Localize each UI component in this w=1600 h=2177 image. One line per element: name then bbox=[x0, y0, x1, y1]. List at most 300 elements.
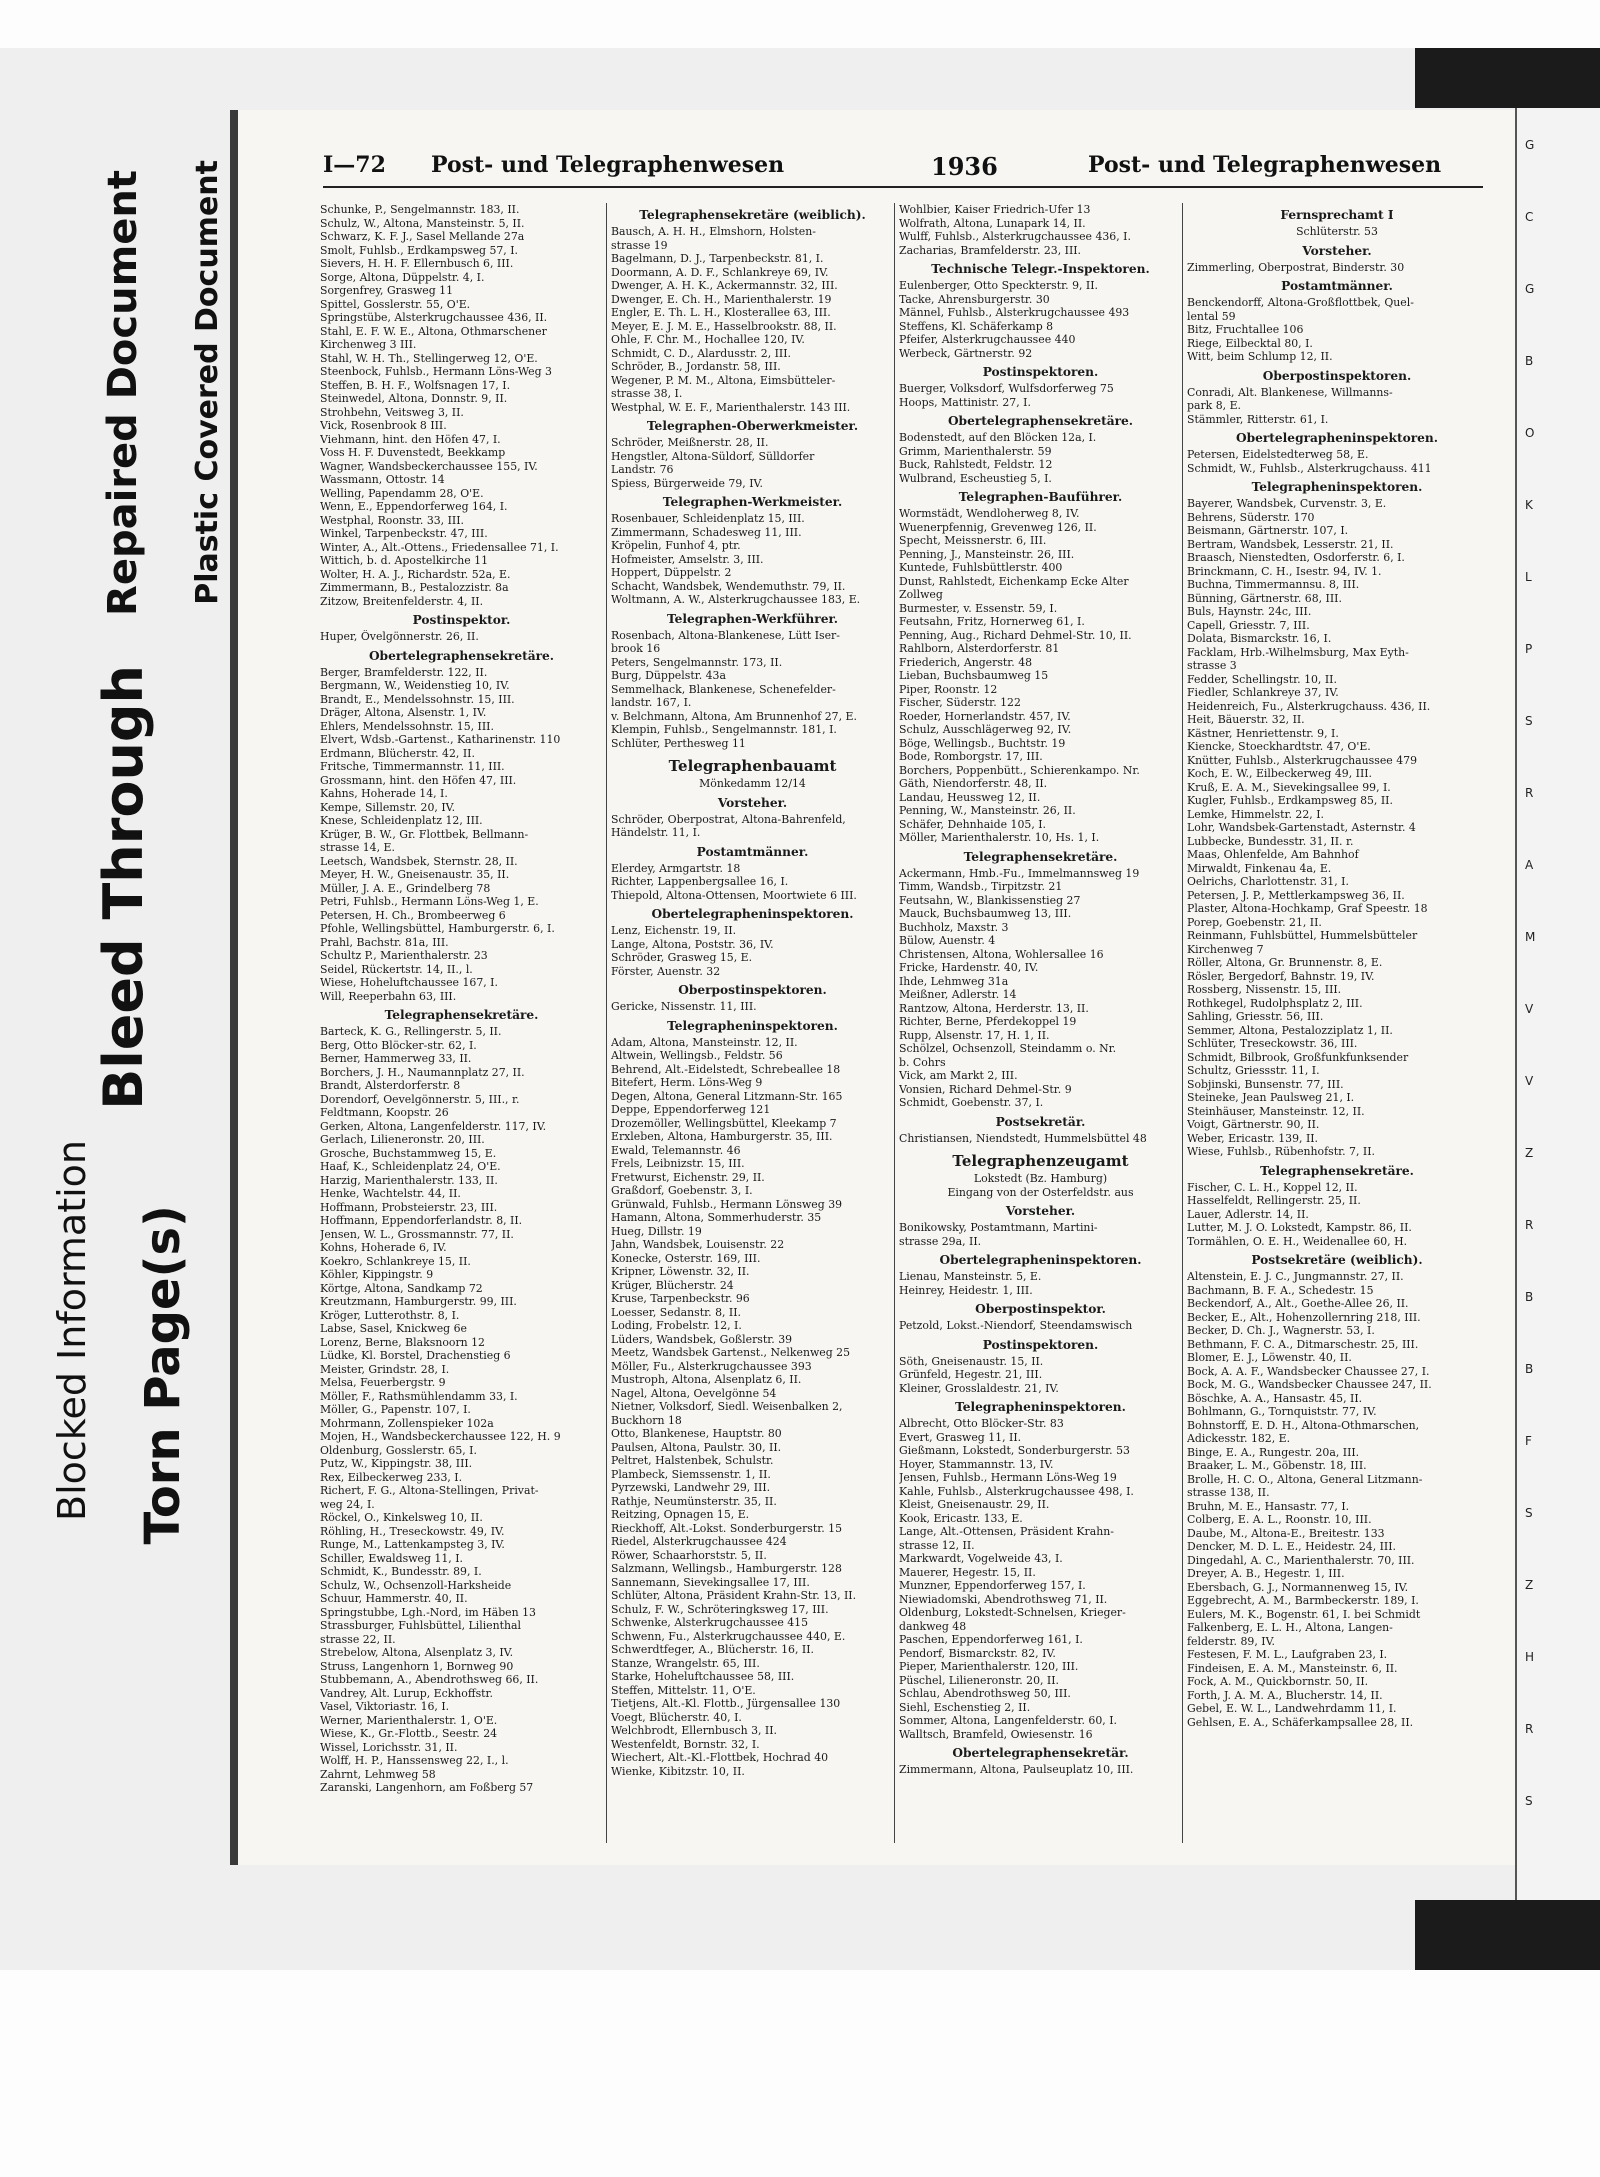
edge-fragment: M bbox=[1525, 930, 1536, 944]
directory-entry: Hueg, Dillstr. 19 bbox=[611, 1224, 702, 1238]
section-heading: Oberpostinspektor. bbox=[975, 1302, 1106, 1316]
directory-entry: Schwerdtfeger, A., Blücherstr. 16, II. bbox=[611, 1643, 814, 1656]
directory-entry: Steffen, B. H. F., Wolfsnagen 17, I. bbox=[320, 378, 511, 392]
directory-entry: Vasel, Viktoriastr. 16, I. bbox=[320, 1700, 450, 1713]
directory-entry: Schuur, Hammerstr. 40, II. bbox=[320, 1592, 468, 1605]
directory-entry: Gäth, Niendorferstr. 48, II. bbox=[899, 777, 1048, 790]
directory-entry: Facklam, Hrb.-Wilhelmsburg, Max Eyth- bbox=[1187, 645, 1409, 659]
directory-entry: Bausch, A. H. H., Elmshorn, Holsten- bbox=[611, 225, 816, 238]
directory-entry: Pfeifer, Alsterkrugchaussee 440 bbox=[899, 333, 1076, 346]
directory-page bbox=[230, 110, 1528, 1865]
directory-entry: Krüger, B. W., Gr. Flottbek, Bellmann- bbox=[320, 827, 529, 841]
directory-entry: Eulers, M. K., Bogenstr. 61, I. bei Schmidt bbox=[1187, 1607, 1421, 1621]
directory-entry: Stahl, E. F. W. E., Altona, Othmarschener bbox=[320, 324, 547, 338]
directory-entry: Grossmann, hint. den Höfen 47, III. bbox=[320, 773, 517, 787]
directory-entry: Buchholz, Maxstr. 3 bbox=[899, 920, 1009, 934]
section-heading: Postinspektoren. bbox=[982, 365, 1099, 379]
directory-entry: Rothkegel, Rudolphsplatz 2, III. bbox=[1187, 996, 1363, 1010]
directory-entry: Porep, Goebenstr. 21, II. bbox=[1187, 915, 1322, 929]
directory-entry: Vonsien, Richard Dehmel-Str. 9 bbox=[899, 1082, 1072, 1096]
directory-entry: Mauerer, Hegestr. 15, II. bbox=[899, 1565, 1036, 1579]
directory-entry: Bünning, Gärtnerstr. 68, III. bbox=[1187, 591, 1342, 605]
edge-fragment: L bbox=[1525, 570, 1532, 584]
directory-entry: Jahn, Wandsbek, Louisenstr. 22 bbox=[611, 1238, 785, 1251]
year: 1936 bbox=[931, 152, 998, 181]
directory-entry: Berg, Otto Blöcker-str. 62, I. bbox=[320, 1038, 477, 1052]
directory-entry: Kirchenweg 3 III. bbox=[320, 338, 417, 351]
directory-entry: Klempin, Fuhlsb., Sengelmannstr. 181, I. bbox=[611, 723, 837, 736]
section-heading: Telegraphensekretäre. bbox=[1260, 1163, 1414, 1178]
edge-fragment: P bbox=[1525, 642, 1533, 656]
directory-entry: Zahrnt, Lehmweg 58 bbox=[320, 1767, 436, 1781]
directory-entry: Gericke, Nissenstr. 11, III. bbox=[611, 1000, 757, 1013]
directory-entry: Tacke, Ahrensburgerstr. 30 bbox=[899, 292, 1050, 306]
directory-entry: Händelstr. 11, I. bbox=[611, 826, 701, 839]
directory-entry: Röller, Altona, Gr. Brunnenstr. 8, E. bbox=[1187, 956, 1383, 969]
directory-entry: Colberg, E. A. L., Roonstr. 10, III. bbox=[1187, 1513, 1372, 1526]
label-repaired-document: Repaired Document bbox=[100, 170, 146, 616]
directory-entry: Evert, Grasweg 11, II. bbox=[899, 1430, 1022, 1444]
directory-entry: Wolfrath, Altona, Lunapark 14, II. bbox=[899, 216, 1086, 230]
directory-entry: Schwarz, K. F. J., Sasel Mellande 27a bbox=[320, 230, 525, 243]
edge-fragment: B bbox=[1525, 1290, 1534, 1304]
directory-entry: Erdmann, Blücherstr. 42, II. bbox=[320, 746, 475, 760]
section-heading: Obertelegrapheninspektoren. bbox=[1235, 431, 1439, 445]
directory-entry: Munzner, Eppendorferweg 157, I. bbox=[899, 1579, 1086, 1592]
directory-entry: strasse 14, E. bbox=[320, 841, 395, 854]
directory-entry: Schlüter, Altona, Präsident Krahn-Str. 13, II. bbox=[611, 1589, 857, 1602]
adjacent-page-edge bbox=[1515, 108, 1600, 1900]
directory-entry: Borchers, Poppenbütt., Schierenkampo. Nr. bbox=[899, 763, 1140, 777]
directory-entry: Köhler, Kippingstr. 9 bbox=[320, 1268, 434, 1281]
directory-entry: Kreutzmann, Hamburgerstr. 99, III. bbox=[320, 1295, 517, 1308]
directory-entry: Winter, A., Alt.-Ottens., Friedensallee 71, I. bbox=[320, 540, 559, 554]
directory-entry: Niewiadomski, Abendrothsweg 71, II. bbox=[899, 1592, 1108, 1606]
edge-fragment: Z bbox=[1525, 1146, 1534, 1160]
section-heading: Telegraphen-Bauführer. bbox=[958, 490, 1123, 504]
directory-entry: Schmidt, Bilbrook, Großfunkfunksender bbox=[1187, 1050, 1409, 1064]
directory-entry: Daube, M., Altona-E., Breitestr. 133 bbox=[1187, 1526, 1385, 1540]
directory-entry: Meißner, Adlerstr. 14 bbox=[899, 988, 1017, 1001]
directory-entry: Behrens, Süderstr. 170 bbox=[1187, 510, 1315, 524]
directory-entry: Kempe, Sillemstr. 20, IV. bbox=[320, 800, 456, 814]
directory-entry: Harzig, Marienthalerstr. 133, II. bbox=[320, 1173, 498, 1187]
directory-entry: Paulsen, Altona, Paulstr. 30, II. bbox=[611, 1440, 782, 1454]
label-blocked-information: Blocked Information bbox=[50, 1140, 94, 1521]
directory-entry: Salzmann, Wellingsb., Hamburgerstr. 128 bbox=[611, 1562, 842, 1575]
directory-entry: lental 59 bbox=[1187, 309, 1236, 323]
directory-entry: strasse 12, II. bbox=[899, 1538, 975, 1552]
directory-entry: Schlüter, Treseckowstr. 36, III. bbox=[1187, 1037, 1358, 1050]
directory-entry: Richter, Lappenbergsallee 16, I. bbox=[611, 875, 789, 888]
directory-entry: Hoppert, Düppelstr. 2 bbox=[611, 566, 732, 579]
directory-entry: Tormählen, O. E. H., Weidenallee 60, H. bbox=[1187, 1234, 1408, 1248]
directory-entry: Loding, Frobelstr. 12, I. bbox=[611, 1319, 742, 1332]
directory-entry: Weber, Ericastr. 139, II. bbox=[1187, 1131, 1319, 1145]
directory-entry: Penning, W., Mansteinstr. 26, II. bbox=[899, 804, 1076, 817]
directory-entry: Schultz, Griessstr. 11, I. bbox=[1187, 1064, 1320, 1077]
directory-entry: Lorenz, Berne, Blaksnoorn 12 bbox=[320, 1335, 485, 1349]
directory-entry: Knese, Schleidenplatz 12, III. bbox=[320, 814, 483, 827]
directory-entry: Fritsche, Timmermannstr. 11, III. bbox=[320, 760, 505, 773]
section-heading: Telegraphen-Werkmeister. bbox=[662, 495, 843, 509]
directory-entry: Meister, Grindstr. 28, I. bbox=[320, 1362, 450, 1376]
directory-entry: Wohlbier, Kaiser Friedrich-Ufer 13 bbox=[899, 203, 1091, 216]
directory-entry: Bergmann, W., Weidenstieg 10, IV. bbox=[320, 679, 510, 692]
page-number: I—72 bbox=[323, 152, 386, 178]
directory-entry: Schwenke, Alsterkrugchaussee 415 bbox=[611, 1616, 809, 1629]
directory-entry: Sievers, H. H. F. Ellernbusch 6, III. bbox=[320, 257, 514, 270]
directory-entry: Rosenbauer, Schleidenplatz 15, III. bbox=[611, 512, 805, 525]
directory-entry: Fiedler, Schlankreye 37, IV. bbox=[1187, 686, 1339, 699]
directory-entry: Schwenn, Fu., Alsterkrugchaussee 440, E. bbox=[611, 1629, 846, 1643]
directory-entry: Oelrichs, Charlottenstr. 31, I. bbox=[1187, 875, 1349, 888]
directory-entry: Frels, Leibnizstr. 15, III. bbox=[611, 1157, 745, 1170]
section-heading: Postsekretär. bbox=[995, 1114, 1086, 1129]
directory-entry: Borchers, J. H., Naumannplatz 27, II. bbox=[320, 1065, 525, 1079]
section-heading: Technische Telegr.-Inspektoren. bbox=[931, 262, 1150, 276]
directory-entry: Brandt, E., Mendelssohnstr. 15, III. bbox=[320, 692, 515, 706]
directory-entry: Kleiner, Grosslaldestr. 21, IV. bbox=[899, 1381, 1059, 1395]
directory-entry: Grünfeld, Hegestr. 21, III. bbox=[899, 1368, 1043, 1381]
directory-entry: Struss, Langenhorn 1, Bornweg 90 bbox=[320, 1659, 514, 1673]
directory-entry: Blomer, E. J., Löwenstr. 40, II. bbox=[1187, 1351, 1352, 1364]
directory-entry: Riedel, Alsterkrugchaussee 424 bbox=[611, 1535, 787, 1548]
directory-entry: Ohle, F. Chr. M., Hochallee 120, IV. bbox=[611, 333, 805, 346]
directory-entry: Rosenbach, Altona-Blankenese, Lütt Iser- bbox=[611, 628, 840, 642]
directory-entry: Pfohle, Wellingsbüttel, Hamburgerstr. 6, I. bbox=[320, 922, 555, 935]
directory-entry: Findeisen, E. A. M., Mansteinstr. 6, II. bbox=[1187, 1661, 1398, 1675]
directory-entry: Sannemann, Sievekingsallee 17, III. bbox=[611, 1575, 810, 1589]
directory-entry: Beismann, Gärtnerstr. 107, I. bbox=[1187, 524, 1349, 537]
directory-entry: Steffens, Kl. Schäferkamp 8 bbox=[899, 319, 1054, 333]
directory-entry: Lauer, Adlerstr. 14, II. bbox=[1187, 1207, 1309, 1221]
directory-entry: Petersen, J. P., Mettlerkampsweg 36, II. bbox=[1187, 888, 1405, 902]
directory-entry: Förster, Auenstr. 32 bbox=[611, 964, 721, 978]
directory-entry: Schmidt, K., Bundesstr. 89, I. bbox=[320, 1565, 482, 1578]
directory-entry: Zimmermann, B., Pestalozzistr. 8a bbox=[320, 581, 509, 594]
directory-entry: Kleist, Gneisenaustr. 29, II. bbox=[899, 1498, 1050, 1511]
edge-fragment: R bbox=[1525, 1218, 1534, 1232]
section-heading: Postinspektor. bbox=[412, 613, 511, 627]
edge-fragment: Z bbox=[1525, 1578, 1534, 1592]
directory-entry: Petri, Fuhlsb., Hermann Löns-Weg 1, E. bbox=[320, 895, 539, 908]
directory-entry: Mojen, H., Wandsbeckerchaussee 122, H. 9 bbox=[320, 1430, 561, 1443]
directory-entry: Sorgenfrey, Grasweg 11 bbox=[320, 284, 454, 297]
directory-entry: Landstr. 76 bbox=[611, 463, 674, 476]
section-heading: Telegraphensekretäre. bbox=[963, 849, 1118, 864]
directory-entry: Zacharias, Bramfelderstr. 23, III. bbox=[899, 243, 1082, 257]
directory-entry: Wittich, b. d. Apostelkirche 11 bbox=[320, 554, 489, 567]
label-bleed-through: Bleed Through bbox=[92, 665, 155, 1110]
directory-entry: Fretwurst, Eichenstr. 29, II. bbox=[611, 1170, 765, 1184]
directory-entry: Piper, Roonstr. 12 bbox=[899, 682, 998, 696]
directory-entry: Möller, Fu., Alsterkrugchaussee 393 bbox=[611, 1359, 812, 1373]
directory-entry: Plaster, Altona-Hochkamp, Graf Speestr. 18 bbox=[1187, 902, 1428, 915]
edge-fragment: S bbox=[1525, 1506, 1533, 1520]
directory-entry: Fricke, Hardenstr. 40, IV. bbox=[899, 961, 1039, 974]
directory-entry: Koch, E. W., Eilbeckerweg 49, III. bbox=[1187, 767, 1373, 780]
column-4 bbox=[1182, 203, 1487, 1843]
directory-entry: Wuenerpfennig, Grevenweg 126, II. bbox=[899, 520, 1097, 534]
section-heading: Postinspektoren. bbox=[982, 1337, 1099, 1352]
directory-entry: Strassburger, Fuhlsbüttel, Lilienthal bbox=[320, 1619, 522, 1632]
directory-entry: Dreyer, A. B., Hegestr. 1, III. bbox=[1187, 1567, 1345, 1580]
directory-entry: Binge, E. A., Rungestr. 20a, III. bbox=[1187, 1445, 1360, 1459]
directory-entry: Buerger, Volksdorf, Wulfsdorferweg 75 bbox=[899, 382, 1114, 395]
directory-entry: Hengstler, Altona-Süldorf, Sülldorfer bbox=[611, 449, 815, 463]
directory-entry: Semmelhack, Blankenese, Schenefelder- bbox=[611, 682, 836, 696]
directory-entry: Feutsahn, W., Blankissenstieg 27 bbox=[899, 893, 1081, 907]
directory-entry: Engler, E. Th. L. H., Klosterallee 63, III. bbox=[611, 306, 831, 319]
directory-entry: Nietner, Volksdorf, Siedl. Weisenbalken 2, bbox=[611, 1400, 843, 1413]
directory-entry: Beckendorf, A., Alt., Goethe-Allee 26, II. bbox=[1187, 1297, 1409, 1310]
directory-entry: strasse 29a, II. bbox=[899, 1234, 982, 1248]
directory-entry: Becker, E., Alt., Hohenzollernring 218, III. bbox=[1187, 1310, 1421, 1324]
directory-entry: Rex, Eilbeckerweg 233, I. bbox=[320, 1470, 463, 1484]
directory-entry: Petersen, H. Ch., Brombeerweg 6 bbox=[320, 908, 506, 922]
directory-entry: Winkel, Tarpenbeckstr. 47, III. bbox=[320, 527, 488, 540]
directory-entry: Capell, Griesstr. 7, III. bbox=[1187, 618, 1310, 632]
directory-entry: Bachmann, B. F. A., Schedestr. 15 bbox=[1187, 1283, 1374, 1297]
directory-entry: Grosche, Buchstammweg 15, E. bbox=[320, 1146, 497, 1160]
directory-entry: Dwenger, E. Ch. H., Marienthalerstr. 19 bbox=[611, 292, 832, 306]
column-3 bbox=[894, 203, 1182, 1843]
directory-entry: Stämmler, Ritterstr. 61, I. bbox=[1187, 412, 1329, 426]
directory-entry: Kahns, Hoherade 14, I. bbox=[320, 787, 448, 800]
directory-entry: Sommer, Altona, Langenfelderstr. 60, I. bbox=[899, 1714, 1117, 1727]
directory-entry: Vandrey, Alt. Lurup, Eckhoffstr. bbox=[320, 1686, 494, 1700]
directory-entry: Gehlsen, E. A., Schäferkampsallee 28, II. bbox=[1187, 1715, 1414, 1729]
directory-entry: Wiese, Fuhlsb., Rübenhofstr. 7, II. bbox=[1187, 1145, 1375, 1158]
directory-entry: Lenz, Eichenstr. 19, II. bbox=[611, 924, 737, 937]
directory-entry: Deppe, Eppendorferweg 121 bbox=[611, 1103, 771, 1116]
office-address: Lokstedt (Bz. Hamburg) bbox=[973, 1172, 1108, 1185]
directory-entry: Lutter, M. J. O. Lokstedt, Kampstr. 86, II. bbox=[1187, 1221, 1412, 1234]
directory-entry: Rieckhoff, Alt.-Lokst. Sonderburgerstr. 15 bbox=[611, 1521, 843, 1535]
directory-entry: Festesen, F. M. L., Laufgraben 23, I. bbox=[1187, 1648, 1388, 1661]
directory-entry: Friederich, Angerstr. 48 bbox=[899, 655, 1033, 669]
directory-entry: Buls, Haynstr. 24c, III. bbox=[1187, 605, 1312, 618]
directory-entry: Bagelmann, D. J., Tarpenbeckstr. 81, I. bbox=[611, 252, 824, 265]
directory-entry: Runge, M., Lattenkampsteg 3, IV. bbox=[320, 1538, 505, 1551]
directory-entry: Reitzing, Opnagen 15, E. bbox=[611, 1508, 750, 1521]
directory-entry: Strebelow, Altona, Alsenplatz 3, IV. bbox=[320, 1646, 514, 1659]
directory-entry: Rantzow, Altona, Herderstr. 13, II. bbox=[899, 1001, 1089, 1015]
directory-entry: Doormann, A. D. F., Schlankreye 69, IV. bbox=[611, 265, 829, 279]
directory-entry: Richter, Berne, Pferdekoppel 19 bbox=[899, 1015, 1077, 1028]
directory-entry: Bohlmann, G., Tornquiststr. 77, IV. bbox=[1187, 1405, 1377, 1418]
directory-entry: Eulenberger, Otto Speckterstr. 9, II. bbox=[899, 279, 1098, 292]
directory-entry: Burmester, v. Essenstr. 59, I. bbox=[899, 601, 1058, 615]
directory-entry: Wegener, P. M. M., Altona, Eimsbütteler- bbox=[611, 373, 836, 387]
directory-entry: Wiese, Hoheluftchaussee 167, I. bbox=[320, 976, 498, 989]
section-heading: Telegraphen-Oberwerkmeister. bbox=[646, 419, 859, 433]
directory-entry: strasse 19 bbox=[611, 238, 668, 252]
directory-entry: Paschen, Eppendorferweg 161, I. bbox=[899, 1633, 1083, 1646]
directory-entry: Kiencke, Stoeckhardtstr. 47, O'E. bbox=[1187, 740, 1371, 753]
directory-entry: Bodenstedt, auf den Blöcken 12a, I. bbox=[899, 431, 1097, 444]
directory-entry: Welling, Papendamm 28, O'E. bbox=[320, 486, 484, 500]
section-heading: Vorsteher. bbox=[1302, 243, 1372, 258]
directory-entry: Jensen, Fuhlsb., Hermann Löns-Weg 19 bbox=[899, 1471, 1117, 1484]
directory-entry: Rossberg, Nissenstr. 15, III. bbox=[1187, 983, 1342, 996]
directory-entry: landstr. 167, I. bbox=[611, 696, 692, 709]
directory-entry: Brinckmann, C. H., Isestr. 94, IV. 1. bbox=[1187, 564, 1382, 578]
directory-entry: Hofmeister, Amselstr. 3, III. bbox=[611, 552, 764, 566]
directory-entry: Christensen, Altona, Wohlersallee 16 bbox=[899, 947, 1104, 961]
directory-entry: Graßdorf, Goebenstr. 3, I. bbox=[611, 1184, 753, 1197]
directory-entry: Henke, Wachtelstr. 44, II. bbox=[320, 1187, 461, 1200]
directory-entry: weg 24, I. bbox=[320, 1497, 375, 1511]
directory-entry: Zitzow, Breitenfelderstr. 4, II. bbox=[320, 594, 484, 608]
directory-entry: Pyrzewski, Landwehr 29, III. bbox=[611, 1481, 771, 1494]
directory-entry: Körtge, Altona, Sandkamp 72 bbox=[320, 1281, 483, 1295]
directory-entry: Landau, Heussweg 12, II. bbox=[899, 790, 1041, 804]
directory-entry: Melsa, Feuerbergstr. 9 bbox=[320, 1376, 446, 1389]
section-heading: Obertelegraphensekretär. bbox=[952, 1746, 1129, 1760]
directory-entry: Drozemöller, Wellingsbüttel, Kleekamp 7 bbox=[611, 1116, 837, 1130]
directory-entry: Conradi, Alt. Blankenese, Willmanns- bbox=[1187, 385, 1393, 399]
directory-entry: strasse 38, I. bbox=[611, 387, 683, 400]
directory-entry: Ackermann, Hmb.-Fu., Immelmannsweg 19 bbox=[899, 866, 1140, 880]
directory-entry: dankweg 48 bbox=[899, 1619, 967, 1633]
directory-entry: Müller, J. A. E., Grindelberg 78 bbox=[320, 881, 491, 895]
directory-entry: Smolt, Fuhlsb., Erdkampsweg 57, I. bbox=[320, 243, 518, 257]
office-address: Schlüterstr. 53 bbox=[1296, 225, 1378, 238]
directory-entry: Wissel, Lorichsstr. 31, II. bbox=[320, 1740, 458, 1754]
directory-entry: Lienau, Mansteinstr. 5, E. bbox=[899, 1270, 1042, 1283]
directory-entry: Möller, G., Papenstr. 107, I. bbox=[320, 1403, 471, 1416]
directory-entry: Voegt, Blücherstr. 40, I. bbox=[611, 1710, 742, 1724]
directory-entry: Wulbrand, Escheustieg 5, I. bbox=[899, 471, 1052, 485]
directory-entry: Erxleben, Altona, Hamburgerstr. 35, III. bbox=[611, 1130, 833, 1143]
directory-entry: Hoops, Mattinistr. 27, I. bbox=[899, 395, 1031, 409]
directory-entry: Reinmann, Fuhlsbüttel, Hummelsbütteler bbox=[1187, 929, 1418, 942]
directory-entry: Schäfer, Dehnhaide 105, I. bbox=[899, 817, 1047, 831]
directory-entry: Putz, W., Kippingstr. 38, III. bbox=[320, 1457, 473, 1470]
directory-entry: Labse, Sasel, Knickweg 6e bbox=[320, 1322, 467, 1335]
office-address: Eingang von der Osterfeldstr. aus bbox=[947, 1185, 1134, 1199]
section-heading: Telegraphensekretäre (weiblich). bbox=[639, 208, 866, 222]
directory-entry: Seidel, Rückertstr. 14, II., l. bbox=[320, 962, 473, 976]
directory-entry: Lieban, Buchsbaumweg 15 bbox=[899, 669, 1049, 682]
edge-fragment: F bbox=[1525, 1434, 1532, 1448]
directory-entry: Dunst, Rahlstedt, Eichenkamp Ecke Alter bbox=[899, 574, 1129, 588]
edge-fragment: V bbox=[1525, 1074, 1534, 1088]
directory-entry: Specht, Meissnerstr. 6, III. bbox=[899, 534, 1047, 547]
directory-entry: Westenfeldt, Bornstr. 32, I. bbox=[611, 1737, 760, 1751]
directory-entry: Loesser, Sedanstr. 8, II. bbox=[611, 1305, 741, 1319]
directory-entry: Schlau, Abendrothsweg 50, III. bbox=[899, 1687, 1071, 1700]
directory-entry: Fischer, Süderstr. 122 bbox=[899, 696, 1021, 709]
directory-entry: Wenn, E., Eppendorferweg 164, I. bbox=[320, 500, 508, 513]
directory-entry: Hoffmann, Eppendorferlandstr. 8, II. bbox=[320, 1214, 523, 1227]
scan-edge-bottom bbox=[1415, 1900, 1600, 1970]
directory-entry: Woltmann, A. W., Alsterkrugchaussee 183, E. bbox=[611, 593, 861, 606]
directory-entry: Kohns, Hoherade 6, IV. bbox=[320, 1241, 447, 1254]
directory-entry: Otto, Blankenese, Hauptstr. 80 bbox=[611, 1427, 782, 1440]
column-1 bbox=[320, 203, 603, 1843]
directory-entry: Nagel, Altona, Oevelgönne 54 bbox=[611, 1386, 777, 1400]
section-heading: Telegrapheninspektoren. bbox=[955, 1400, 1126, 1414]
directory-entry: Plambeck, Siemssenstr. 1, II. bbox=[611, 1467, 771, 1481]
directory-entry: Wassmann, Ottostr. 14 bbox=[320, 473, 445, 486]
directory-entry: Schacht, Wandsbek, Wendemuthstr. 79, II. bbox=[611, 579, 846, 593]
directory-entry: Kästner, Henriettenstr. 9, I. bbox=[1187, 726, 1339, 740]
directory-entry: Ehlers, Mendelssohnstr. 15, III. bbox=[320, 719, 494, 733]
section-heading: Obertelegraphensekretäre. bbox=[368, 648, 555, 663]
directory-entry: Fischer, C. L. H., Koppel 12, II. bbox=[1187, 1180, 1358, 1194]
directory-entry: Spittel, Gosslerstr. 55, O'E. bbox=[320, 297, 471, 311]
directory-entry: Heidenreich, Fu., Alsterkrugchauss. 436, II. bbox=[1187, 699, 1431, 713]
label-plastic-covered-document: Plastic Covered Document bbox=[190, 160, 225, 605]
directory-entry: Söth, Gneisenaustr. 15, II. bbox=[899, 1354, 1044, 1368]
directory-entry: park 8, E. bbox=[1187, 399, 1241, 412]
directory-entry: Schröder, Grasweg 15, E. bbox=[611, 951, 753, 964]
section-heading: Fernsprechamt I bbox=[1280, 208, 1394, 222]
directory-entry: Brandt, Alsterdorferstr. 8 bbox=[320, 1079, 461, 1092]
directory-entry: Koekro, Schlankreye 15, II. bbox=[320, 1254, 471, 1268]
edge-fragment: S bbox=[1525, 1794, 1533, 1808]
edge-fragment: R bbox=[1525, 1722, 1534, 1736]
directory-entry: Konecke, Osterstr. 169, III. bbox=[611, 1251, 761, 1265]
directory-entry: Schmidt, W., Fuhlsb., Alsterkrugchauss. 411 bbox=[1187, 461, 1432, 475]
directory-entry: Mauck, Buchsbaumweg 13, III. bbox=[899, 907, 1072, 920]
directory-entry: Kröpelin, Funhof 4, ptr. bbox=[611, 539, 741, 552]
directory-entry: Huper, Övelgönnerstr. 26, II. bbox=[320, 630, 479, 643]
directory-entry: Möller, Marienthalerstr. 10, Hs. 1, I. bbox=[899, 831, 1100, 844]
directory-entry: Knütter, Fuhlsb., Alsterkrugchaussee 479 bbox=[1187, 753, 1417, 767]
directory-entry: Buck, Rahlstedt, Feldstr. 12 bbox=[899, 458, 1053, 471]
directory-entry: Grünwald, Fuhlsb., Hermann Lönsweg 39 bbox=[611, 1197, 843, 1211]
section-heading: Postamtmänner. bbox=[696, 844, 809, 859]
directory-entry: Kuntede, Fuhlsbüttlerstr. 400 bbox=[899, 561, 1063, 574]
directory-entry: Spiess, Bürgerweide 79, IV. bbox=[611, 476, 763, 490]
directory-entry: Schiller, Ewaldsweg 11, I. bbox=[320, 1551, 463, 1565]
section-heading: Postsekretäre (weiblich). bbox=[1251, 1253, 1423, 1267]
directory-entry: Steinwedel, Altona, Donnstr. 9, II. bbox=[320, 392, 508, 405]
directory-entry: Dencker, M. D. L. E., Heidestr. 24, III. bbox=[1187, 1540, 1396, 1553]
edge-fragment: A bbox=[1525, 858, 1534, 872]
directory-entry: Voss H. F. Duvenstedt, Beekkamp bbox=[320, 446, 506, 459]
edge-fragment: G bbox=[1525, 138, 1535, 152]
section-heading: Telegraphensekretäre. bbox=[384, 1008, 539, 1022]
edge-fragment: S bbox=[1525, 714, 1533, 728]
directory-entry: Starke, Hoheluftchaussee 58, III. bbox=[611, 1670, 795, 1683]
directory-entry: v. Belchmann, Altona, Am Brunnenhof 27, E. bbox=[611, 709, 857, 723]
directory-entry: Strohbehn, Veitsweg 3, II. bbox=[320, 405, 464, 419]
directory-entry: Semmer, Altona, Pestalozziplatz 1, II. bbox=[1187, 1023, 1393, 1037]
directory-entry: Rathje, Neumünsterstr. 35, II. bbox=[611, 1494, 777, 1508]
directory-entry: Altenstein, E. J. C., Jungmannstr. 27, II. bbox=[1187, 1270, 1404, 1283]
directory-entry: Gießmann, Lokstedt, Sonderburgerstr. 53 bbox=[899, 1444, 1130, 1457]
directory-entry: Wormstädt, Wendloherweg 8, IV. bbox=[899, 507, 1080, 520]
directory-entry: Sorge, Altona, Düppelstr. 4, I. bbox=[320, 270, 485, 284]
directory-entry: Meetz, Wandsbek Gartenst., Nelkenweg 25 bbox=[611, 1346, 851, 1359]
directory-entry: Vick, am Markt 2, III. bbox=[899, 1069, 1018, 1082]
directory-entry: Lohr, Wandsbek-Gartenstadt, Asternstr. 4 bbox=[1187, 821, 1416, 834]
directory-entry: Püschel, Lilieneronstr. 20, II. bbox=[899, 1673, 1060, 1687]
directory-entry: Hoffmann, Probsteierstr. 23, III. bbox=[320, 1200, 498, 1214]
directory-entry: Springstübe, Alsterkrugchaussee 436, II. bbox=[320, 311, 548, 324]
edge-fragment: K bbox=[1525, 498, 1533, 512]
directory-entry: Oldenburg, Gosslerstr. 65, I. bbox=[320, 1443, 477, 1457]
section-heading: Postamtmänner. bbox=[1281, 279, 1393, 293]
directory-entry: Tietjens, Alt.-Kl. Flottb., Jürgensallee 130 bbox=[611, 1697, 841, 1710]
edge-fragment: H bbox=[1525, 1650, 1535, 1664]
directory-entry: Kugler, Fuhlsb., Erdkampsweg 85, II. bbox=[1187, 794, 1393, 807]
